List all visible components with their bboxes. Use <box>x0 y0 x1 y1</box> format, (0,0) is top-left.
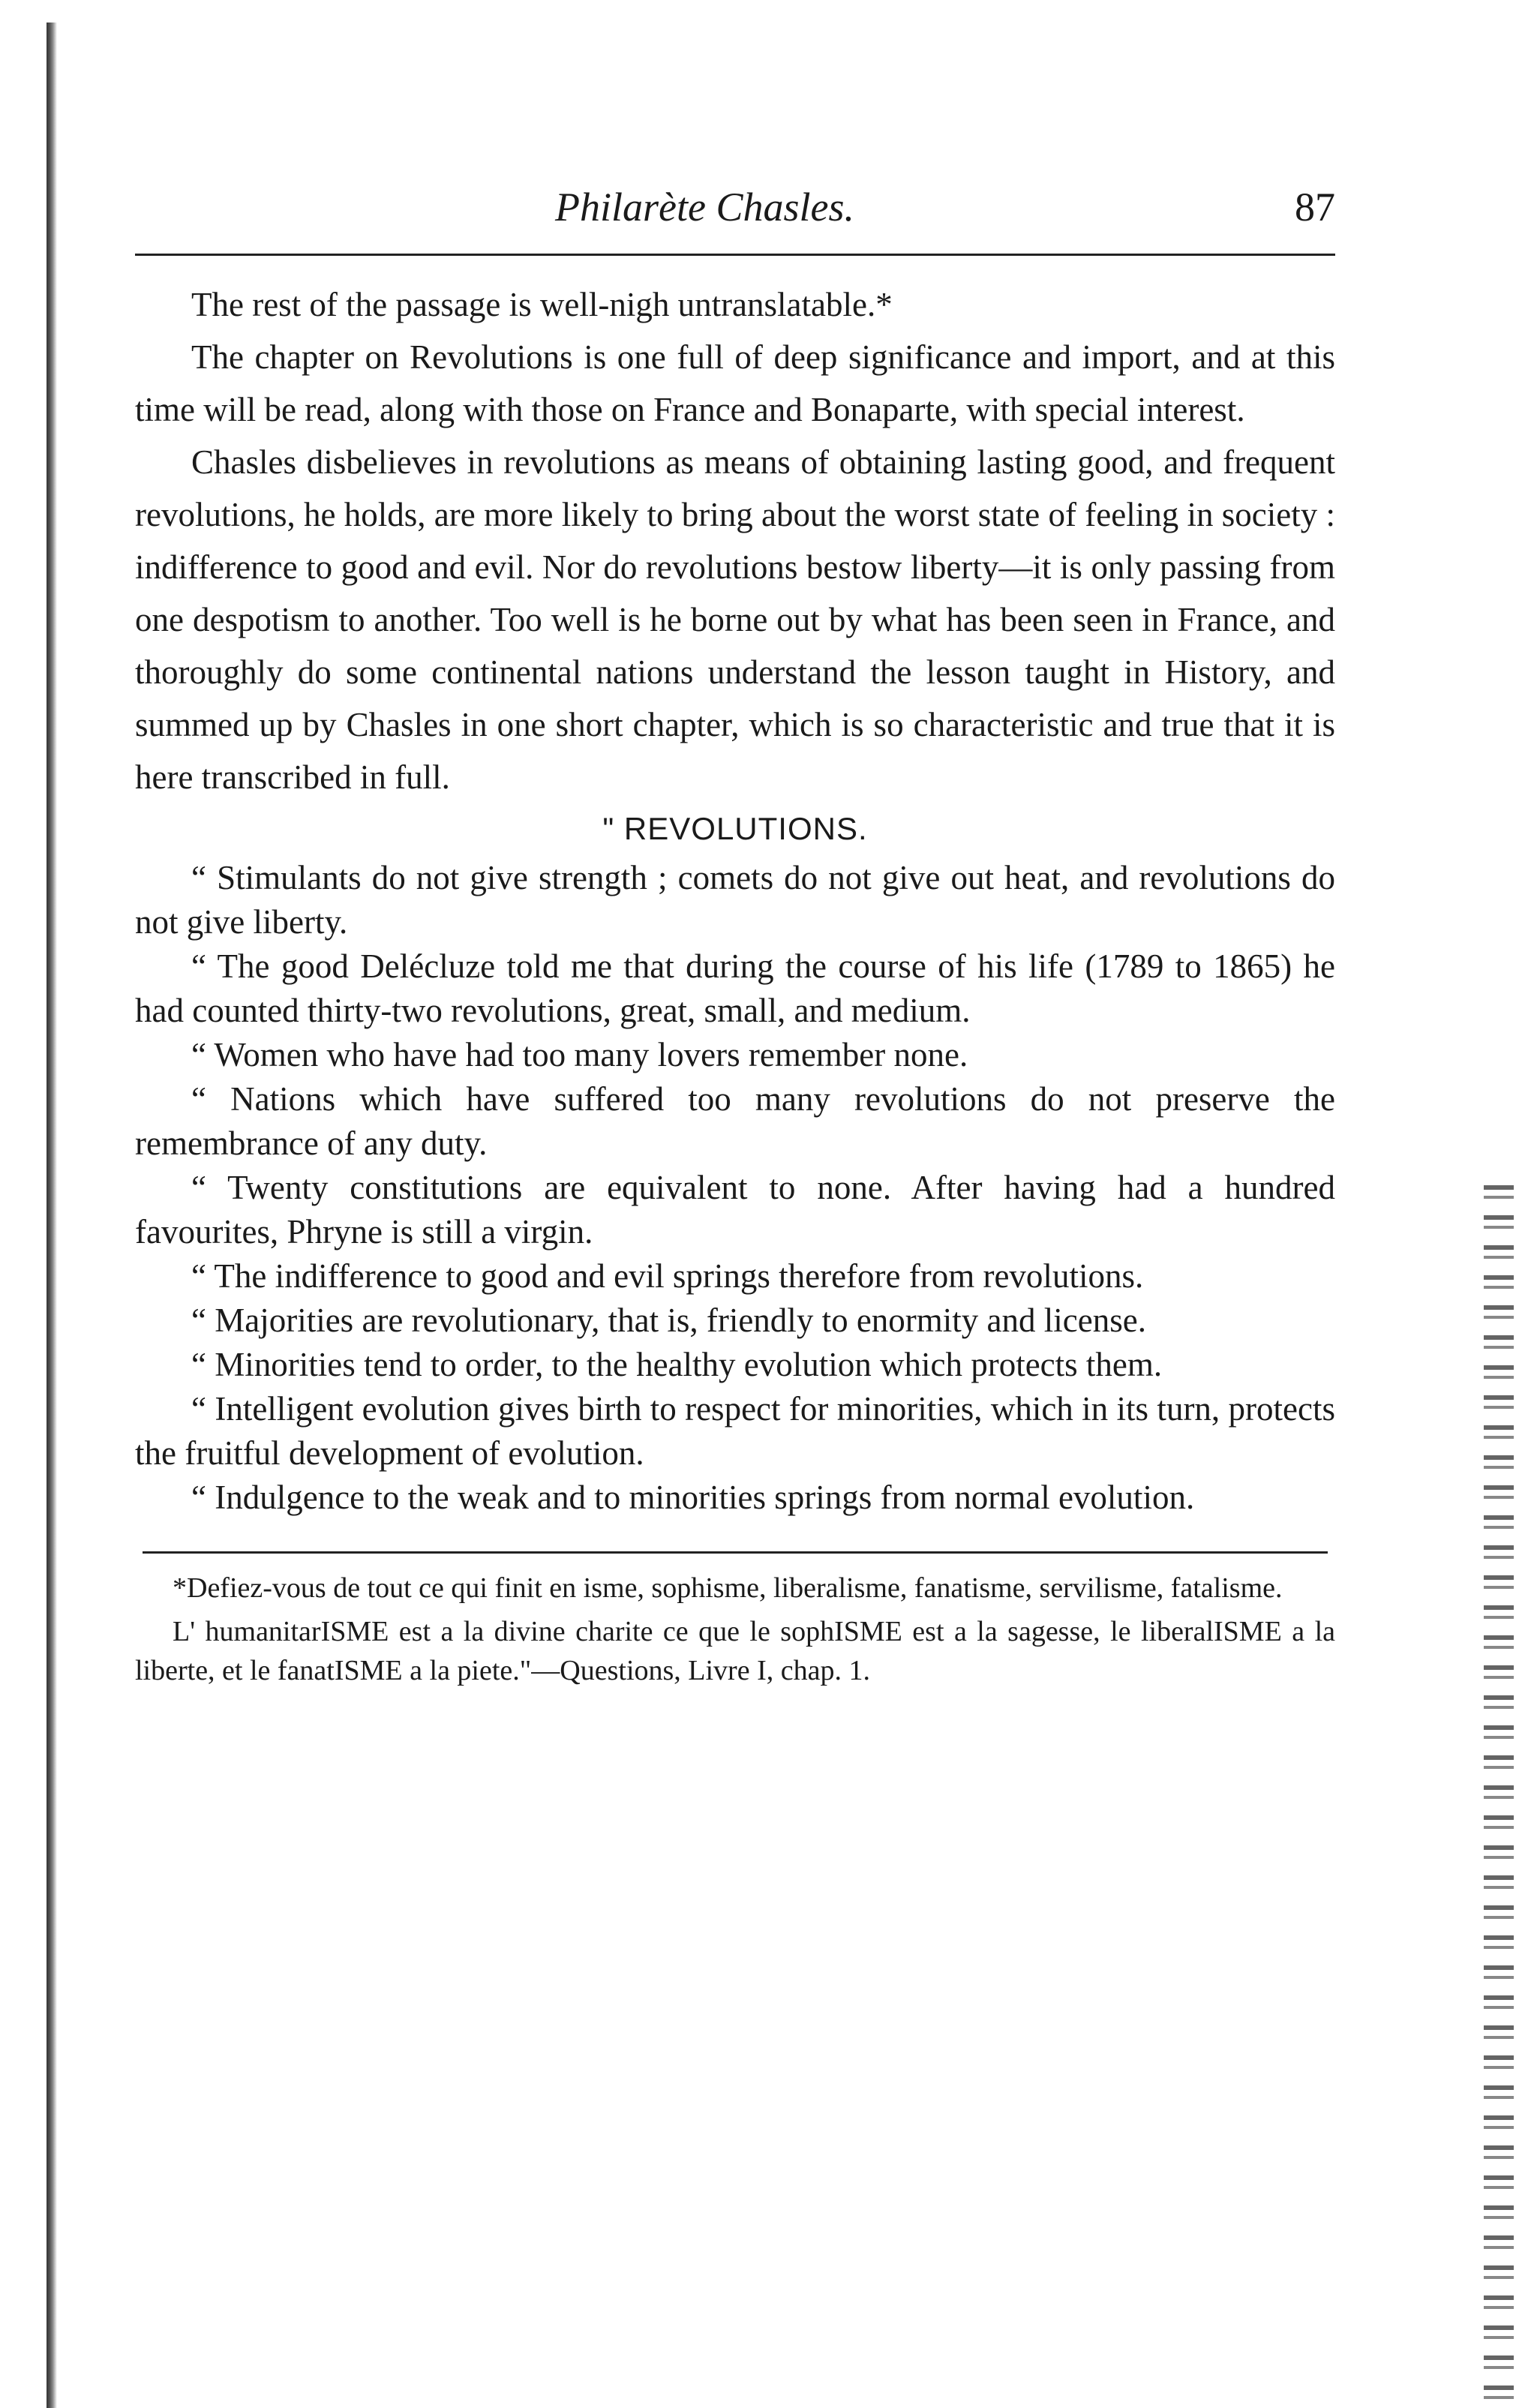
intro-paragraph: The rest of the passage is well-nigh untranslatable.* <box>191 286 893 323</box>
footnote-rule <box>143 1551 1328 1554</box>
quote-paragraph: “ Stimulants do not give strength ; comets do not give out heat, and revolutions do not give liberty. <box>135 859 1335 941</box>
footnote: *Defiez-vous de tout ce qui finit en isme, sophisme, liberalisme, fanatisme, servilisme, fatalisme. <box>173 1572 1283 1604</box>
quote-paragraph: “ The good Delécluze told me that during the course of his life (1789 to 1865) he had counted thirty-two revolutions, great, small, and medium. <box>135 947 1335 1029</box>
quote-paragraph: “ Indulgence to the weak and to minorities springs from normal evolution. <box>191 1479 1195 1516</box>
section-heading: " REVOLUTIONS. <box>602 811 868 846</box>
book-page <box>135 165 1335 1695</box>
scan-edge-left <box>47 23 57 2408</box>
quote-paragraph: “ Intelligent evolution gives birth to respect for minorities, which in its turn, protects the fruitful development of evolution. <box>135 1390 1335 1472</box>
quote-paragraph: “ The indifference to good and evil springs therefore from revolutions. <box>191 1257 1144 1295</box>
quoted-chapter <box>135 856 1335 1520</box>
scan-edge-right <box>1484 1185 1514 2407</box>
quote-paragraph: “ Majorities are revolutionary, that is, friendly to enormity and license. <box>191 1302 1146 1339</box>
quote-paragraph: “ Twenty constitutions are equivalent to none. After having had a hundred favourites, Phryne is still a virgin. <box>135 1169 1335 1251</box>
intro-paragraph: The chapter on Revolutions is one full of deep significance and import, and at this time will be read, along with those on France and Bonaparte, with special interest. <box>135 338 1335 428</box>
running-title: Philarète Chasles. <box>555 185 854 230</box>
quote-paragraph: “ Women who have had too many lovers remember none. <box>191 1036 968 1073</box>
quote-paragraph: “ Nations which have suffered too many revolutions do not preserve the remembrance of any duty. <box>135 1080 1335 1162</box>
intro-paragraph: Chasles disbelieves in revolutions as means of obtaining lasting good, and frequent revolutions, he holds, are more likely to bring about the worst state of feeling in society : indifference to good and evil. Nor do revolutions bestow liberty—it is only passing from one despotism to another. Too well is he borne out by what has been seen in France, and thoroughly do some continental nations understand the lesson taught in History, and summed up by Chasles in one short chapter, which is so characteristic and true that it is here transcribed in full. <box>135 443 1335 796</box>
intro-text <box>135 278 1335 803</box>
footnotes <box>135 1569 1335 1690</box>
page-number: 87 <box>1295 185 1335 230</box>
header-rule <box>135 254 1335 256</box>
footnote: L' humanitarISME est a la divine charite ce que le sophISME est a la sagesse, le liberalISME a la liberte, et le fanatISME a la piete."—Questions, Livre I, chap. 1. <box>135 1616 1335 1686</box>
running-head <box>135 165 1335 230</box>
quote-paragraph: “ Minorities tend to order, to the healthy evolution which protects them. <box>191 1346 1163 1383</box>
